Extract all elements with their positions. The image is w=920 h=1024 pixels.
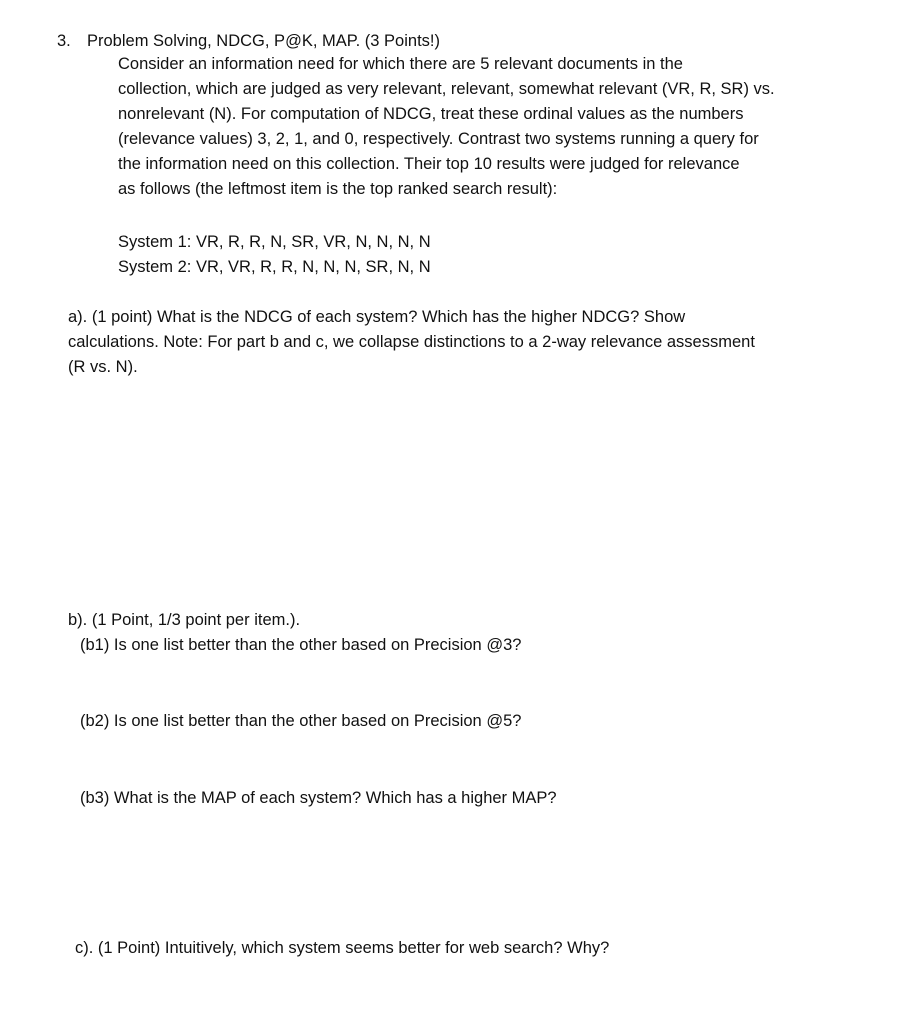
question-title: Problem Solving, NDCG, P@K, MAP. (3 Points!) — [87, 32, 440, 50]
part-a-line: (R vs. N). — [68, 358, 138, 376]
intro-line: Consider an information need for which there are 5 relevant documents in the — [118, 55, 683, 73]
intro-line: as follows (the leftmost item is the top ranked search result): — [118, 180, 558, 198]
system-1-ranking: System 1: VR, R, R, N, SR, VR, N, N, N, N — [118, 233, 431, 251]
part-a — [68, 305, 868, 380]
part-a-line: a). (1 point) What is the NDCG of each system? Which has the higher NDCG? Show — [68, 308, 686, 326]
question-intro — [118, 52, 878, 202]
system-rankings — [118, 230, 431, 280]
part-b2: (b2) Is one list better than the other based on Precision @5? — [80, 712, 522, 730]
intro-line: the information need on this collection. Their top 10 results were judged for relevance — [118, 155, 740, 173]
part-b-title: b). (1 Point, 1/3 point per item.). — [68, 611, 301, 629]
intro-line: nonrelevant (N). For computation of NDCG, treat these ordinal values as the numbers — [118, 105, 744, 123]
intro-line: collection, which are judged as very relevant, relevant, somewhat relevant (VR, R, SR) vs. — [118, 80, 775, 98]
part-c: c). (1 Point) Intuitively, which system seems better for web search? Why? — [75, 939, 610, 957]
system-2-ranking: System 2: VR, VR, R, R, N, N, N, SR, N, N — [118, 258, 431, 276]
part-b3: (b3) What is the MAP of each system? Which has a higher MAP? — [80, 789, 557, 807]
intro-line: (relevance values) 3, 2, 1, and 0, respectively. Contrast two systems running a query for — [118, 130, 759, 148]
question-number: 3. — [57, 32, 71, 50]
part-a-line: calculations. Note: For part b and c, we collapse distinctions to a 2-way relevance assessment — [68, 333, 755, 351]
part-b1: (b1) Is one list better than the other based on Precision @3? — [80, 636, 522, 654]
